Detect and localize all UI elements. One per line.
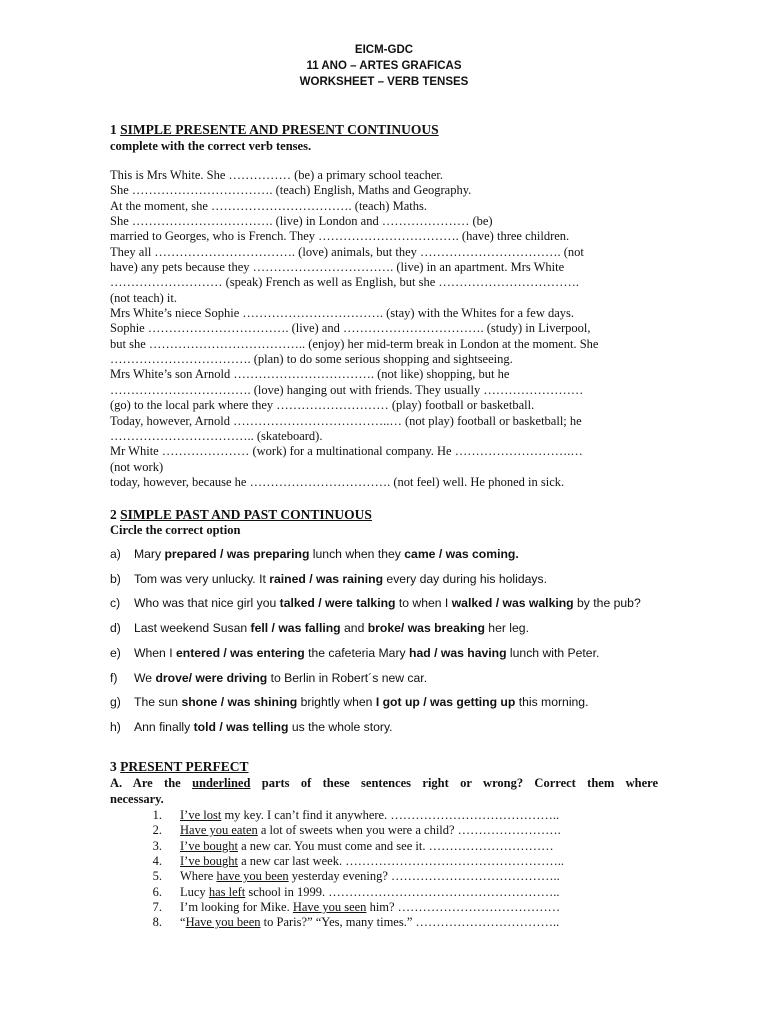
item-label: c) xyxy=(110,596,121,611)
verb-option[interactable]: walked / was walking xyxy=(451,596,574,611)
text-line: She ……………………………. (live) in London and ………………… (be) xyxy=(110,214,493,229)
verb-option[interactable]: came / was coming. xyxy=(404,547,519,561)
verb-option[interactable]: had / was having xyxy=(409,645,507,660)
sentence-text: Where xyxy=(180,869,217,884)
section2-heading xyxy=(110,507,372,523)
text-line: (not teach) it. xyxy=(110,290,177,305)
section2-instruction: Circle the correct option xyxy=(110,523,241,537)
section1-title: SIMPLE PRESENTE AND PRESENT CONTINUOUS xyxy=(120,122,439,137)
item-text: The sun xyxy=(134,695,182,710)
underlined-part: Have you eaten xyxy=(180,823,258,838)
choice-item xyxy=(110,596,641,610)
section3-instruction-cont: necessary. xyxy=(110,792,164,806)
item-text: Who was that nice girl you xyxy=(134,596,280,611)
section2-number: 2 xyxy=(110,507,117,522)
choice-item xyxy=(110,671,427,685)
verb-option[interactable]: talked / were talking xyxy=(279,596,396,611)
item-text: the cafeteria Mary xyxy=(304,645,410,660)
underlined-part: I’ve lost xyxy=(180,808,222,822)
text-line: This is Mrs White. She …………… (be) a primary school teacher. xyxy=(110,168,444,182)
choice-item xyxy=(110,572,547,586)
verb-option[interactable]: told / was telling xyxy=(193,719,289,734)
item-text: us the whole story. xyxy=(288,719,393,734)
item-sentence xyxy=(180,869,560,884)
item-number: 2. xyxy=(152,823,162,838)
underlined-part: has left xyxy=(208,884,246,899)
underlined-part: Have you been xyxy=(185,915,261,930)
underlined-part: Have you seen xyxy=(292,899,367,914)
text-line: have) any pets because they ……………………………. (live) in an apartment. Mrs White xyxy=(110,260,565,275)
verb-option[interactable]: broke/ was breaking xyxy=(367,621,485,636)
instruction-part: A. Are the xyxy=(110,776,193,790)
item-text: We xyxy=(134,670,156,685)
text-line: Today, however, Arnold ………………………………..… (not play) football or basketball; he xyxy=(110,413,582,428)
choice-item xyxy=(110,621,529,635)
verb-option[interactable]: shone / was shining xyxy=(181,695,298,710)
item-label: g) xyxy=(110,695,121,710)
text-line: ……………………… (speak) French as well as English, but she ……………………………. xyxy=(110,275,580,290)
section1-instruction: complete with the correct verb tenses. xyxy=(110,139,312,153)
section3-number: 3 xyxy=(110,759,117,774)
section2-title: SIMPLE PAST AND PAST CONTINUOUS xyxy=(120,507,372,522)
section1-heading xyxy=(110,122,439,138)
item-text: to when I xyxy=(395,596,452,611)
item-label: f) xyxy=(110,670,118,685)
choice-item xyxy=(110,646,599,660)
item-number: 3. xyxy=(152,838,162,853)
text-line: ……………………………. (love) hanging out with friends. They usually …………………… xyxy=(110,382,584,397)
verb-option[interactable]: fell / was falling xyxy=(250,621,341,636)
item-text: Last weekend Susan xyxy=(134,621,251,636)
underlined-part: have you been xyxy=(216,869,289,884)
sentence-text: him? ………………………………… xyxy=(366,899,561,914)
sentence-text: my key. I can’t find it anywhere. ………………………………….. xyxy=(221,808,560,822)
text-line: married to Georges, who is French. They ……………………………. (have) three children. xyxy=(110,229,570,244)
item-sentence xyxy=(180,808,559,823)
item-label: h) xyxy=(110,719,121,734)
item-sentence xyxy=(180,885,560,900)
item-sentence xyxy=(180,900,560,915)
item-number: 1. xyxy=(152,808,162,822)
text-line: but she ……………………………….. (enjoy) her mid-term break in London at the moment. She xyxy=(110,336,599,351)
item-number: 7. xyxy=(152,899,162,914)
underlined-part: I’ve bought xyxy=(180,838,238,853)
sentence-text: “ xyxy=(180,915,186,930)
item-text: her leg. xyxy=(484,621,529,636)
text-line: Mrs White’s niece Sophie ……………………………. (stay) with the Whites for a few days. xyxy=(110,306,575,321)
item-text: to Berlin in Robert´s new car. xyxy=(267,670,428,685)
text-line: They all ……………………………. (love) animals, but they ……………………………. (not xyxy=(110,244,584,259)
item-text: Mary xyxy=(134,547,165,561)
item-text: and xyxy=(340,621,368,636)
item-text: brightly when xyxy=(297,695,376,710)
worksheet-title: WORKSHEET – VERB TENSES xyxy=(299,76,469,88)
verb-option[interactable]: drove/ were driving xyxy=(155,670,268,685)
choice-item xyxy=(110,720,393,734)
item-number: 4. xyxy=(152,853,162,868)
section3-heading xyxy=(110,759,249,775)
underlined-part: I’ve bought xyxy=(180,853,238,868)
section3-title: PRESENT PERFECT xyxy=(120,759,249,774)
item-text: Ann finally xyxy=(134,719,194,734)
item-number: 8. xyxy=(152,915,162,930)
sentence-text: I’m looking for Mike. xyxy=(180,899,293,914)
text-line: Mrs White’s son Arnold ……………………………. (not like) shopping, but he xyxy=(110,367,510,382)
sentence-text: yesterday evening? ………………………………….. xyxy=(288,869,560,884)
section1-text xyxy=(110,168,655,490)
text-line: (go) to the local park where they ……………………… (play) football or basketball. xyxy=(110,398,535,413)
instruction-underlined: underlined xyxy=(192,776,251,790)
item-text: by the pub? xyxy=(573,596,641,611)
choice-item xyxy=(110,547,519,561)
item-label: e) xyxy=(110,645,121,660)
item-label: a) xyxy=(110,547,121,561)
text-line: ……………………………. (plan) to do some serious shopping and sightseeing. xyxy=(110,352,513,367)
section1-number: 1 xyxy=(110,122,117,137)
item-text: When I xyxy=(134,645,176,660)
item-sentence xyxy=(180,915,559,930)
text-line: (not work) xyxy=(110,459,164,474)
choice-item xyxy=(110,695,588,709)
item-text: lunch when they xyxy=(309,547,405,561)
section3-instruction xyxy=(110,776,658,791)
item-text: lunch with Peter. xyxy=(506,645,600,660)
text-line: Sophie ……………………………. (live) and ……………………………. (study) in Liverpool, xyxy=(110,321,591,336)
item-label: d) xyxy=(110,621,121,636)
item-label: b) xyxy=(110,571,121,586)
sentence-text: a lot of sweets when you were a child? ……………………. xyxy=(257,823,561,838)
class-title: 11 ANO – ARTES GRAFICAS xyxy=(306,60,462,72)
text-line: At the moment, she ……………………………. (teach) Maths. xyxy=(110,198,427,213)
instruction-part: parts of these sentences right or wrong? Correct them where xyxy=(250,776,658,790)
sentence-text: school in 1999. ……………………………………………….. xyxy=(245,884,560,899)
verb-option[interactable]: I got up / was getting up xyxy=(375,695,516,710)
item-sentence xyxy=(180,823,561,838)
text-line: She ……………………………. (teach) English, Maths and Geography. xyxy=(110,183,472,198)
item-sentence xyxy=(180,839,554,854)
school-name: EICM-GDC xyxy=(354,44,414,56)
verb-option[interactable]: prepared / was preparing xyxy=(164,547,310,561)
verb-option[interactable]: entered / was entering xyxy=(176,645,305,660)
item-sentence xyxy=(180,854,564,869)
item-number: 6. xyxy=(152,884,162,899)
item-text: Tom was very unlucky. It xyxy=(134,571,270,586)
sentence-text: to Paris?” “Yes, many times.” …………………………….. xyxy=(260,915,560,930)
sentence-text: Lucy xyxy=(180,884,209,899)
verb-option[interactable]: rained / was raining xyxy=(269,571,384,586)
text-line: Mr White ………………… (work) for a multinational company. He ……………………….… xyxy=(110,444,583,459)
text-line: today, however, because he ……………………………. (not feel) well. He phoned in sick. xyxy=(110,474,565,489)
sentence-text: a new car last week. …………………………………………….. xyxy=(237,853,564,868)
text-line: …………………………….. (skateboard). xyxy=(110,428,323,443)
item-text: this morning. xyxy=(515,695,589,710)
item-number: 5. xyxy=(152,869,162,884)
item-text: every day during his holidays. xyxy=(383,571,547,586)
sentence-text: a new car. You must come and see it. ………………………… xyxy=(237,838,554,853)
